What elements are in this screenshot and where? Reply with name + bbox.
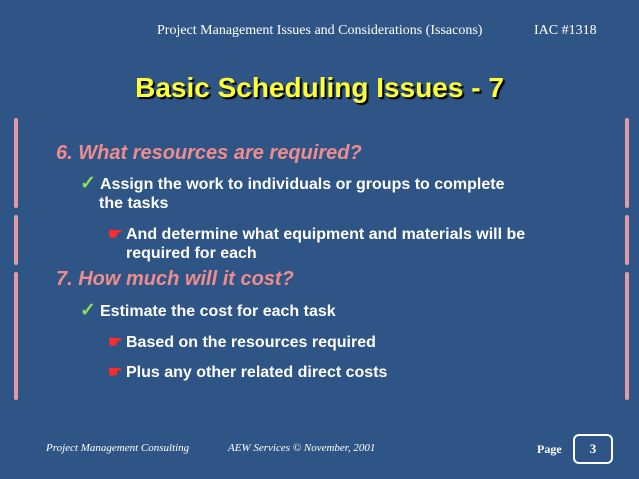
bullet-assign-work bbox=[80, 175, 580, 213]
check-icon: ✓ bbox=[80, 300, 96, 321]
bullet-estimate-cost bbox=[80, 302, 580, 321]
right-edge-bar-top bbox=[625, 118, 629, 208]
bullet-estimate-cost-text: Estimate the cost for each task bbox=[100, 303, 336, 320]
footer-company: Project Management Consulting bbox=[46, 442, 190, 454]
bullet-assign-work-line1: Assign the work to individuals or groups to complete bbox=[100, 176, 505, 193]
bullet-assign-work-line2: the tasks bbox=[99, 195, 169, 212]
sub-bullet-equipment-line2: required for each bbox=[126, 245, 257, 262]
question-cost: 7. How much will it cost? bbox=[56, 268, 294, 290]
footer-page-label: Page bbox=[537, 442, 562, 456]
slide-title: Basic Scheduling Issues - 7 bbox=[135, 72, 504, 103]
header-course-title: Project Management Issues and Considerations (Issacons) bbox=[157, 23, 483, 38]
left-edge-bar-top bbox=[14, 118, 18, 208]
page-number-box: 3 bbox=[573, 434, 613, 464]
right-edge-bar-bottom bbox=[625, 272, 629, 400]
sub-bullet-based-on-resources bbox=[108, 333, 608, 352]
sub-bullet-equipment bbox=[108, 225, 608, 263]
question-resources: 6. What resources are required? bbox=[56, 142, 362, 164]
sub-bullet-other-costs bbox=[108, 363, 608, 382]
sub-bullet-equipment-line1: And determine what equipment and materials will be bbox=[126, 226, 526, 243]
right-edge-bar-mid bbox=[625, 215, 629, 265]
check-icon: ✓ bbox=[80, 173, 96, 194]
header-course-code: IAC #1318 bbox=[534, 23, 597, 38]
left-edge-bar-mid bbox=[14, 215, 18, 265]
sub-bullet-other-costs-text: Plus any other related direct costs bbox=[126, 364, 388, 381]
left-edge-bar-bottom bbox=[14, 272, 18, 400]
pointing-hand-icon: ☛ bbox=[108, 334, 123, 351]
pointing-hand-icon: ☛ bbox=[108, 226, 123, 243]
footer-copyright: AEW Services © November, 2001 bbox=[228, 442, 376, 454]
sub-bullet-based-on-resources-text: Based on the resources required bbox=[126, 334, 376, 351]
pointing-hand-icon: ☛ bbox=[108, 364, 123, 381]
